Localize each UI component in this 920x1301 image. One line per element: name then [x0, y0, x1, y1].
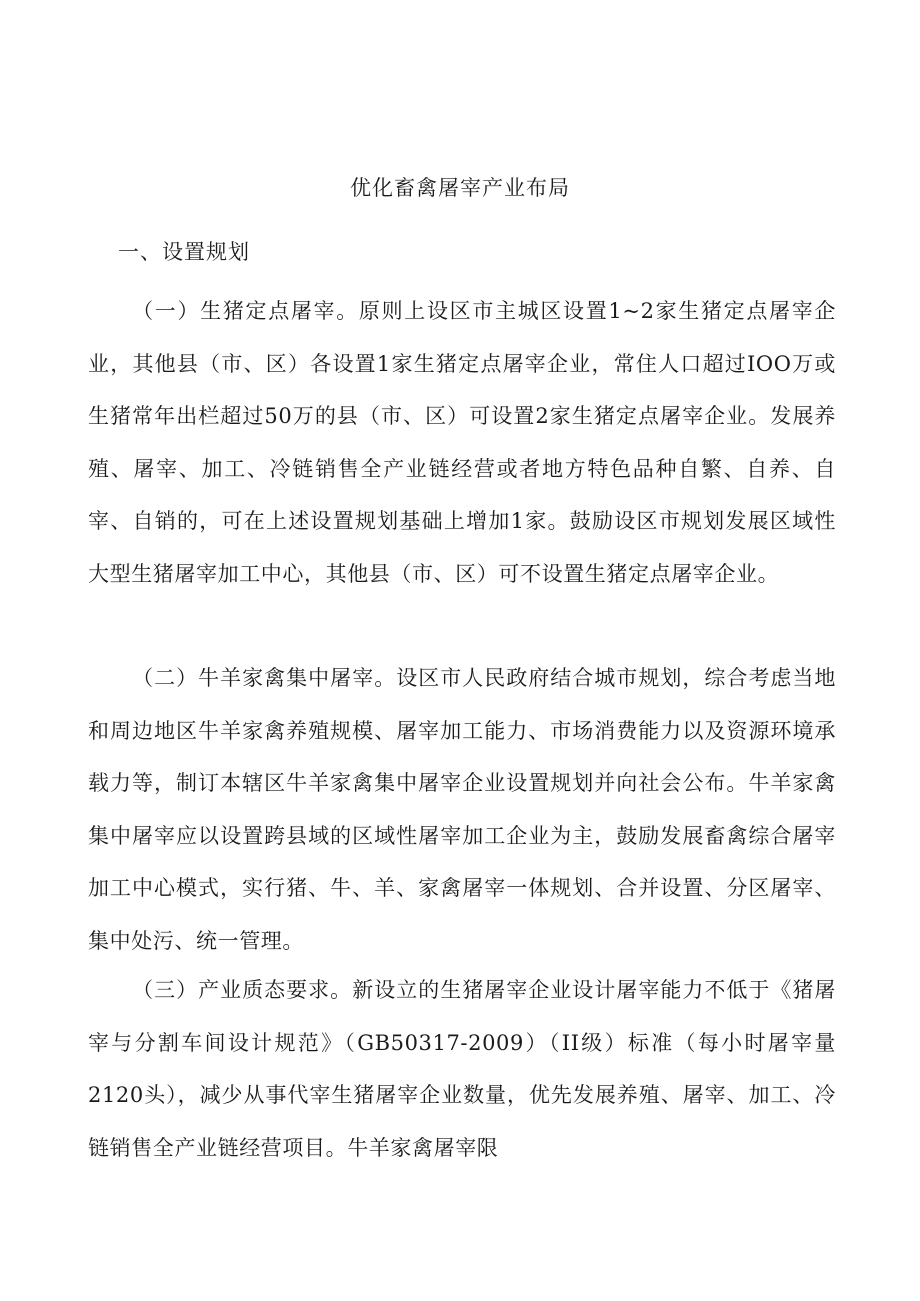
document-title: 优化畜禽屠宰产业布局	[350, 176, 570, 200]
paragraph-pig-slaughter: （一）生猪定点屠宰。原则上设区市主城区设置1~2家生猪定点屠宰企业，其他县（市、区）各设置1家生猪定点屠宰企业，常住人口超过IOO万或生猪常年出栏超过50万的县（市、区）可设置2家生猪定点屠宰企业。发展养殖、屠宰、加工、冷链销售全产业链经营或者地方特色品种自繁、自养、自宰、自销的，可在上述设置规划基础上增加1家。鼓励设区市规划发展区域性大型生猪屠宰加工中心，其他县（市、区）可不设置生猪定点屠宰企业。	[88, 299, 836, 586]
paragraph-cattle-poultry-slaughter: （二）牛羊家禽集中屠宰。设区市人民政府结合城市规划，综合考虑当地和周边地区牛羊家禽养殖规模、屠宰加工能力、市场消费能力以及资源环境承载力等，制订本辖区牛羊家禽集中屠宰企业设置规划并向社会公布。牛羊家禽集中屠宰应以设置跨县域的区域性屠宰加工企业为主，鼓励发展畜禽综合屠宰加工中心模式，实行猪、牛、羊、家禽屠宰一体规划、合并设置、分区屠宰、集中处污、统一管理。	[88, 666, 836, 953]
section-heading: 一、设置规划	[118, 240, 250, 264]
paragraph-industry-requirements: （三）产业质态要求。新设立的生猪屠宰企业设计屠宰能力不低于《猪屠宰与分割车间设计规范》（GB50317-2009）（II级）标准（每小时屠宰量2120头），减少从事代宰生猪屠宰企业数量，优先发展养殖、屠宰、加工、冷链销售全产业链经营项目。牛羊家禽屠宰限	[88, 978, 836, 1160]
